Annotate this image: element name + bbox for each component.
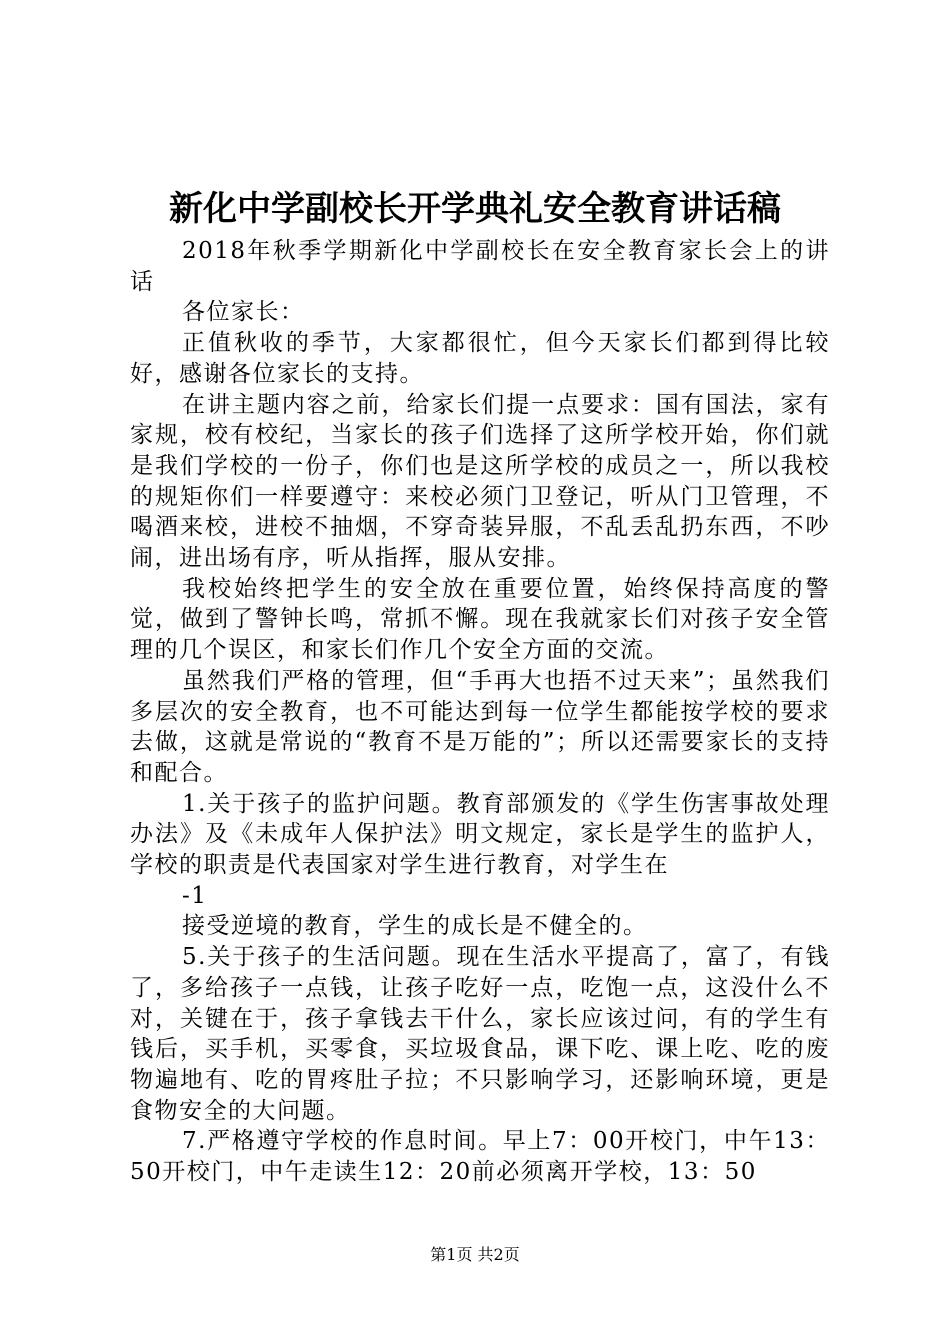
paragraph-body: 1.关于孩子的监护问题。教育部颁发的《学生伤害事故处理办法》及《未成年人保护法》明文规定，家长是学生的监护人，学校的职责是代表国家对学生进行教育，对学生在 [130,790,830,879]
paragraph-body: 我校始终把学生的安全放在重要位置，始终保持高度的警觉，做到了警钟长鸣，常抓不懈。现在我就家长们对孩子安全管理的几个误区，和家长们作几个安全方面的交流。 [130,575,830,664]
page-footer: 第1页 共2页 [430,1245,520,1264]
document-title: 新化中学副校长开学典礼安全教育讲话稿 [169,189,781,229]
paragraph-body: 5.关于孩子的生活问题。现在生活水平提高了，富了，有钱了，多给孩子一点钱，让孩子吃好一点，吃饱一点，这没什么不对，关键在于，孩子拿钱去干什么，家长应该过问，有的学生有钱后，买手机，买零食，买垃圾食品，课下吃、课上吃、吃的废物遍地有、吃的胃疼肚子拉；不只影响学习，还影响环境，更是食物安全的大问题。 [130,944,830,1124]
paragraph-body: 虽然我们严格的管理，但“手再大也捂不过天来”；虽然我们多层次的安全教育，也不可能达到每一位学生都能按学校的要求去做，这就是常说的“教育不是万能的”；所以还需要家长的支持和配合。 [130,667,830,786]
paragraph-body: 接受逆境的教育，学生的成长是不健全的。 [182,913,648,940]
paragraph-subtitle: 2018年秋季学期新化中学副校长在安全教育家长会上的讲话 [130,238,830,295]
document-body [130,236,830,1188]
paragraph-body: 在讲主题内容之前，给家长们提一点要求：国有国法，家有家规，校有校纪，当家长的孩子们选择了这所学校开始，你们就是我们学校的一份子，你们也是这所学校的成员之一，所以我校的规矩你们一样要遵守：来校必须门卫登记，听从门卫管理，不喝酒来校，进校不抽烟，不穿奇装异服，不乱丢乱扔东西，不吵闹，进出场有序，听从指挥，服从安排。 [130,391,830,572]
paragraph-salutation: 各位家长： [182,299,305,326]
paragraph-body: 正值秋收的季节，大家都很忙，但今天家长们都到得比较好，感谢各位家长的支持。 [130,330,830,387]
paragraph-body: 7.严格遵守学校的作息时间。早上7：00开校门，中午13：50开校门，中午走读生12：20前必须离开学校，13：50 [130,1128,830,1186]
page-break-marker: -1 [182,882,208,909]
